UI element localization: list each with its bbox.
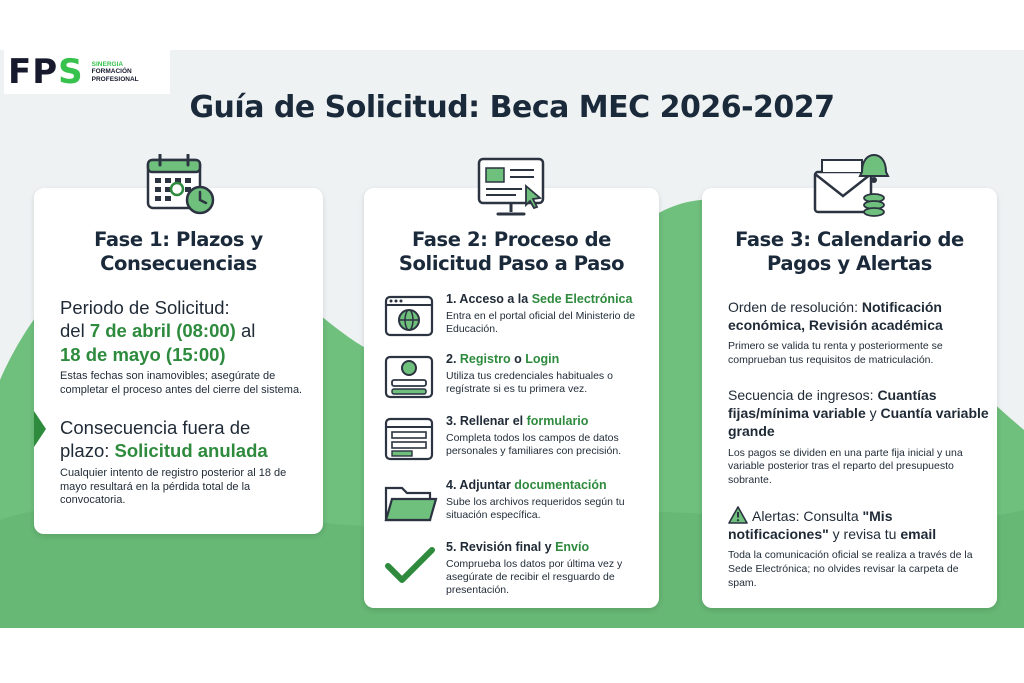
phase1-title: Fase 1: Plazos y Consecuencias xyxy=(94,228,263,276)
alerts: Alertas: Consulta "Mis notificaciones" y revisa tu email Toda la comunicación oficial se realiza a través de la Sede Electrónica; no olvides revisar la carpeta de spam. xyxy=(728,508,973,589)
folder-icon xyxy=(382,480,438,526)
envelope-bell-coins-icon xyxy=(812,150,890,222)
phase3-card xyxy=(702,188,997,608)
warning-icon xyxy=(728,506,748,524)
page-title: Guía de Solicitud: Beca MEC 2026-2027 xyxy=(189,90,835,125)
checkmark-icon xyxy=(382,542,438,588)
resolution-order: Orden de resolución: Notificación económica, Revisión académica Primero se valida tu renta y posteriormente se comprueban tus requisitos de matriculación. xyxy=(728,299,943,367)
late-consequence: Consecuencia fuera de plazo: Solicitud anulada Cualquier intento de registro posterior al 18 de mayo resultará en la pérdida total de la convocatoria. xyxy=(60,416,315,508)
form-icon xyxy=(382,416,438,462)
phase2-title: Fase 2: Proceso de Solicitud Paso a Paso xyxy=(398,228,625,276)
browser-globe-icon xyxy=(382,294,438,340)
step-3: 3. Rellenar el formulario Completa todos los campos de datos personales y familiares con precisión. xyxy=(382,414,652,474)
user-login-icon xyxy=(382,354,438,400)
consequence-note: Cualquier intento de registro posterior al 18 de mayo resultará en la pérdida total de la convocatoria. xyxy=(60,466,287,507)
calendar-clock-icon xyxy=(144,154,216,216)
step-2: 2. Registro o Login Utiliza tus credenciales habituales o regístrate si es tu primera vez. xyxy=(382,352,652,412)
step-5: 5. Revisión final y Envío Comprueba los datos por última vez y asegúrate de recibir el resguardo de presentación. xyxy=(382,540,652,600)
phase3-title: Fase 3: Calendario de Pagos y Alertas xyxy=(735,228,964,276)
step-4: 4. Adjuntar documentación Sube los archivos requeridos según tu situación específica. xyxy=(382,478,652,538)
payment-sequence: Secuencia de ingresos: Cuantías fijas/mínima variable y Cuantía variable grande Los pagos se dividen en una parte fija inicial y una variable posterior tras el reparto del presupuesto sobrante. xyxy=(728,387,989,486)
application-period: Periodo de Solicitud: del 7 de abril (08:00) al 18 de mayo (15:00) Estas fechas son inamovibles; asegúrate de completar el proceso antes del cierre del sistema. xyxy=(60,296,315,398)
logo-subtitle: SINERGIA FORMACIÓN PROFESIONAL xyxy=(91,60,139,83)
accent-marker xyxy=(34,411,46,447)
logo-mark: FPS xyxy=(8,52,84,92)
step-1: 1. Acceso a la Sede Electrónica Entra en el portal oficial del Ministerio de Educación. xyxy=(382,292,652,352)
monitor-cursor-icon xyxy=(476,156,550,220)
brand-logo xyxy=(4,50,170,94)
phase1-card xyxy=(34,188,323,534)
period-note: Estas fechas son inamovibles; asegúrate de completar el proceso antes del cierre del sistema. xyxy=(60,370,303,397)
phase2-card xyxy=(364,188,659,608)
